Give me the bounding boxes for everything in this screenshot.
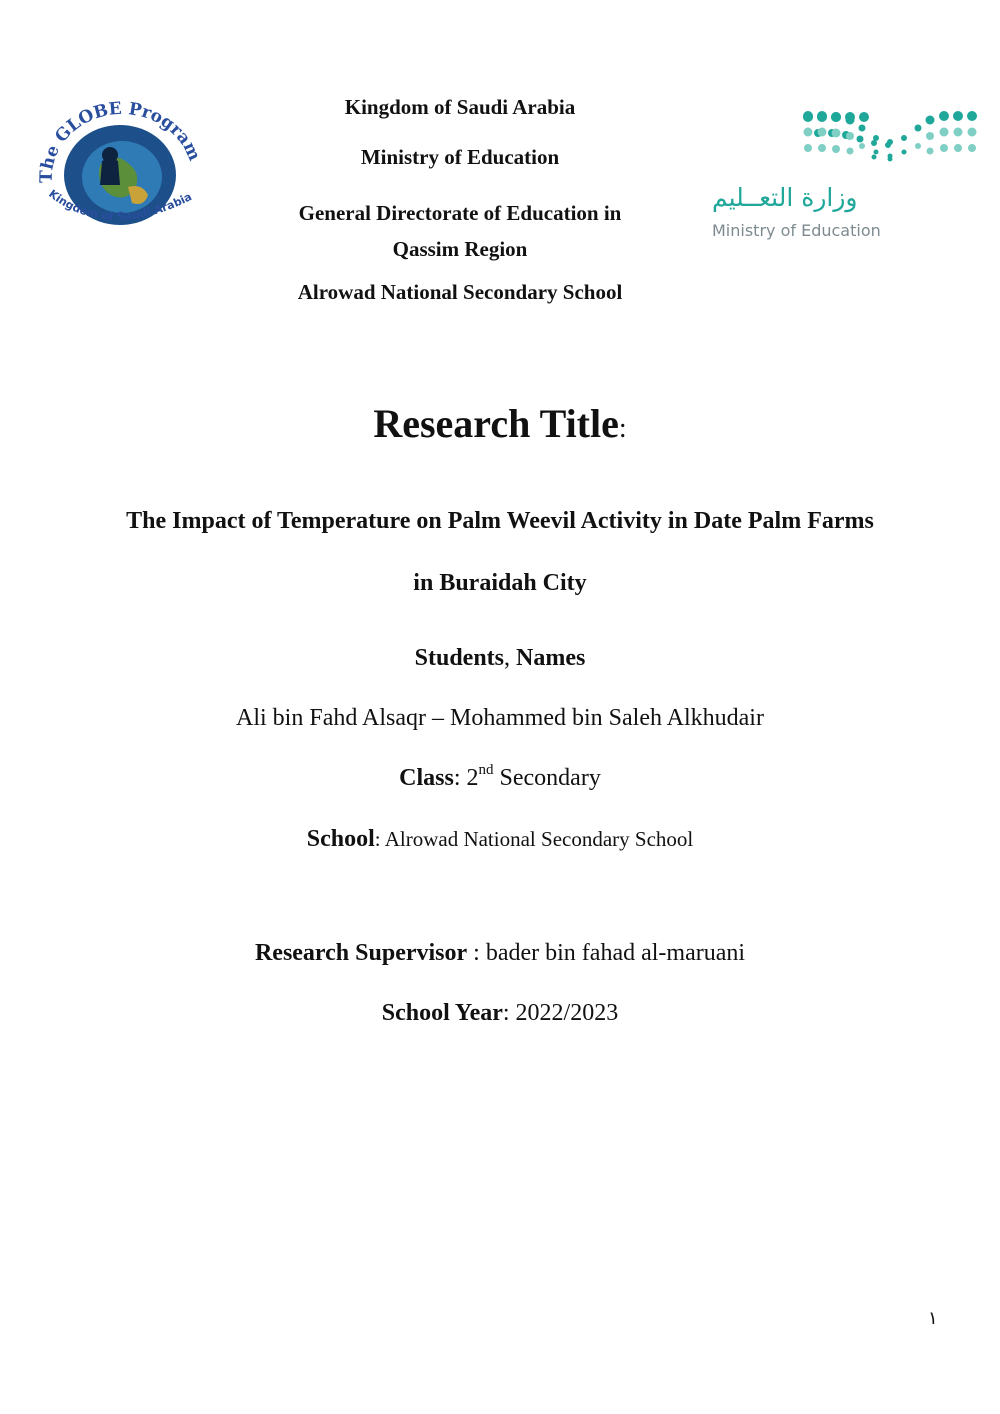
class-number: 2 [466, 765, 479, 791]
moe-english-name: Ministry of Education [712, 221, 881, 240]
globe-logo-top-text: The GLOBE Program [36, 98, 205, 184]
supervisor-value: bader bin fahad al-maruani [485, 940, 746, 966]
school-sep: : [374, 827, 385, 851]
students-heading-b: Names [516, 645, 586, 671]
research-title-colon: : [618, 413, 627, 444]
class-value: Secondary [493, 765, 601, 791]
header-directorate [250, 195, 670, 267]
research-topic-line1: The Impact of Temperature on Palm Weevil Activity in Date Palm Farms [126, 508, 874, 534]
header-school: Alrowad National Secondary School [297, 280, 623, 304]
globe-logo-bottom-text: Kingdom of Saudi Arabia [46, 187, 194, 224]
school-value: Alrowad National Secondary School [384, 827, 694, 851]
supervisor-sep: : [467, 940, 486, 966]
students-heading-sep: , [504, 645, 517, 671]
school-line [0, 826, 1000, 853]
class-ordinal-suffix: nd [478, 762, 494, 778]
supervisor-label: Research Supervisor [254, 940, 468, 966]
class-label: Class [399, 765, 454, 791]
moe-dots-grid [800, 108, 980, 168]
globe-program-logo [30, 95, 210, 245]
school-label: School [306, 826, 375, 852]
header-directorate-line1: General Directorate of Education in [298, 201, 622, 225]
student-names: Ali bin Fahd Alsaqr – Mohammed bin Saleh Alkhudair [236, 705, 764, 731]
research-title-label: Research Title [373, 401, 619, 446]
students-heading [0, 645, 1000, 672]
class-line [0, 762, 1000, 792]
class-sep: : [453, 765, 467, 791]
school-year-label: School Year [381, 1000, 503, 1026]
students-heading-a: Students [414, 645, 505, 671]
research-topic-line2: in Buraidah City [413, 570, 587, 596]
header-kingdom: Kingdom of Saudi Arabia [344, 95, 576, 119]
research-title-heading [0, 400, 1000, 447]
school-year-value: 2022/2023 [515, 1000, 619, 1026]
supervisor-line [0, 940, 1000, 967]
moe-arabic-name: وزارة التعــليم [712, 183, 858, 212]
page-number: ١ [928, 1308, 938, 1329]
school-year-line [0, 1000, 1000, 1027]
header-ministry: Ministry of Education [360, 145, 560, 169]
school-year-sep: : [502, 1000, 516, 1026]
header-directorate-line2: Qassim Region [392, 237, 528, 261]
